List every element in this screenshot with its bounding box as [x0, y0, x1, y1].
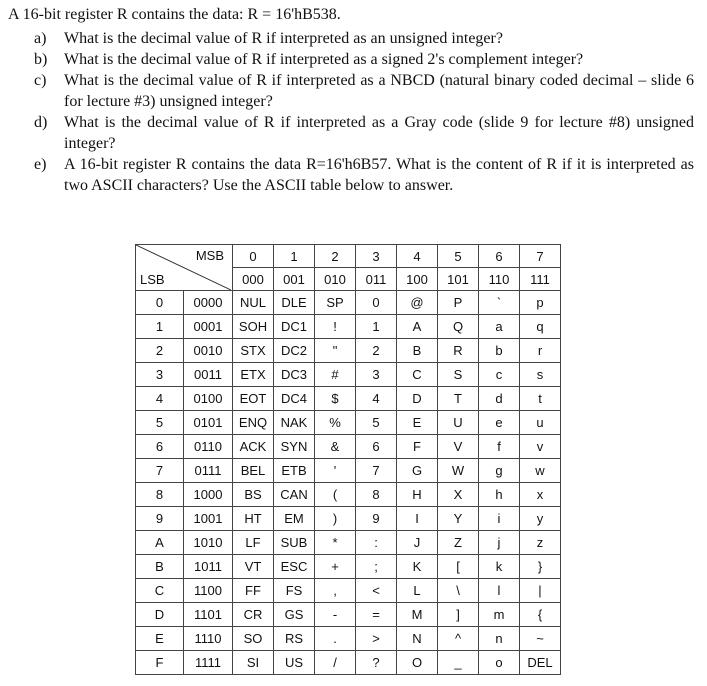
lsb-hex-cell: 8	[136, 483, 184, 507]
ascii-char-cell: <	[356, 579, 397, 603]
ascii-char-cell: n	[479, 627, 520, 651]
ascii-char-cell: k	[479, 555, 520, 579]
question-marker: b)	[34, 51, 48, 68]
ascii-char-cell: HT	[233, 507, 274, 531]
msb-bin-cell: 100	[397, 268, 438, 291]
ascii-char-cell: }	[520, 555, 561, 579]
ascii-char-cell: S	[438, 363, 479, 387]
ascii-char-cell: e	[479, 411, 520, 435]
ascii-char-cell: NUL	[233, 291, 274, 315]
ascii-char-cell: f	[479, 435, 520, 459]
ascii-char-cell: /	[315, 651, 356, 675]
ascii-char-cell: U	[438, 411, 479, 435]
ascii-char-cell: *	[315, 531, 356, 555]
ascii-char-cell: M	[397, 603, 438, 627]
ascii-char-cell: J	[397, 531, 438, 555]
table-row	[136, 315, 561, 339]
ascii-char-cell: SYN	[274, 435, 315, 459]
lsb-bin-cell: 0111	[184, 459, 233, 483]
ascii-char-cell: ENQ	[233, 411, 274, 435]
question-e	[34, 154, 694, 196]
ascii-char-cell: X	[438, 483, 479, 507]
lsb-bin-cell: 0110	[184, 435, 233, 459]
msb-bin-cell: 011	[356, 268, 397, 291]
msb-hex-cell: 0	[233, 245, 274, 268]
lsb-hex-cell: 5	[136, 411, 184, 435]
ascii-char-cell: B	[397, 339, 438, 363]
lsb-hex-cell: C	[136, 579, 184, 603]
ascii-char-cell: b	[479, 339, 520, 363]
ascii-char-cell: 0	[356, 291, 397, 315]
ascii-char-cell: u	[520, 411, 561, 435]
msb-hex-row	[136, 245, 561, 268]
question-marker: e)	[34, 156, 47, 173]
ascii-char-cell: `	[479, 291, 520, 315]
lsb-hex-cell: 9	[136, 507, 184, 531]
ascii-char-cell: -	[315, 603, 356, 627]
table-row	[136, 459, 561, 483]
ascii-char-cell: {	[520, 603, 561, 627]
lsb-bin-cell: 1111	[184, 651, 233, 675]
table-row	[136, 291, 561, 315]
ascii-char-cell: T	[438, 387, 479, 411]
ascii-char-cell: &	[315, 435, 356, 459]
lsb-bin-cell: 1100	[184, 579, 233, 603]
table-row	[136, 411, 561, 435]
lsb-bin-cell: 1011	[184, 555, 233, 579]
ascii-table	[135, 244, 561, 675]
lsb-hex-cell: 3	[136, 363, 184, 387]
msb-bin-cell: 101	[438, 268, 479, 291]
ascii-char-cell: :	[356, 531, 397, 555]
ascii-char-cell: z	[520, 531, 561, 555]
msb-hex-cell: 1	[274, 245, 315, 268]
ascii-char-cell: h	[479, 483, 520, 507]
question-a	[34, 28, 694, 49]
ascii-char-cell: ETX	[233, 363, 274, 387]
ascii-char-cell: 3	[356, 363, 397, 387]
lsb-hex-cell: 0	[136, 291, 184, 315]
ascii-char-cell: c	[479, 363, 520, 387]
msb-bin-cell: 001	[274, 268, 315, 291]
lsb-bin-cell: 1110	[184, 627, 233, 651]
table-row	[136, 507, 561, 531]
ascii-char-cell: ACK	[233, 435, 274, 459]
ascii-char-cell: CR	[233, 603, 274, 627]
ascii-char-cell: DC1	[274, 315, 315, 339]
ascii-char-cell: DLE	[274, 291, 315, 315]
ascii-char-cell: EOT	[233, 387, 274, 411]
ascii-char-cell: !	[315, 315, 356, 339]
ascii-char-cell: %	[315, 411, 356, 435]
msb-hex-cell: 7	[520, 245, 561, 268]
ascii-char-cell: d	[479, 387, 520, 411]
ascii-char-cell: o	[479, 651, 520, 675]
ascii-char-cell: Q	[438, 315, 479, 339]
table-row	[136, 387, 561, 411]
ascii-char-cell: 5	[356, 411, 397, 435]
table-row	[136, 651, 561, 675]
ascii-char-cell: DC4	[274, 387, 315, 411]
ascii-char-cell: LF	[233, 531, 274, 555]
ascii-char-cell: g	[479, 459, 520, 483]
ascii-char-cell: _	[438, 651, 479, 675]
ascii-char-cell: $	[315, 387, 356, 411]
problem-intro: A 16-bit register R contains the data: R = 16'hB538.	[8, 6, 341, 23]
lsb-bin-cell: 0101	[184, 411, 233, 435]
ascii-char-cell: I	[397, 507, 438, 531]
lsb-bin-cell: 0000	[184, 291, 233, 315]
ascii-char-cell: (	[315, 483, 356, 507]
lsb-bin-cell: 0010	[184, 339, 233, 363]
ascii-char-cell: H	[397, 483, 438, 507]
ascii-char-cell: #	[315, 363, 356, 387]
ascii-char-cell: FF	[233, 579, 274, 603]
ascii-char-cell: 6	[356, 435, 397, 459]
ascii-char-cell: Y	[438, 507, 479, 531]
ascii-char-cell: EM	[274, 507, 315, 531]
ascii-char-cell: DC3	[274, 363, 315, 387]
ascii-char-cell: SI	[233, 651, 274, 675]
ascii-char-cell: >	[356, 627, 397, 651]
lsb-hex-cell: 2	[136, 339, 184, 363]
ascii-char-cell: K	[397, 555, 438, 579]
question-marker: d)	[34, 114, 48, 131]
ascii-char-cell: ~	[520, 627, 561, 651]
question-list	[34, 28, 694, 196]
lsb-hex-cell: 7	[136, 459, 184, 483]
ascii-char-cell: a	[479, 315, 520, 339]
msb-hex-cell: 5	[438, 245, 479, 268]
table-row	[136, 603, 561, 627]
ascii-char-cell: Z	[438, 531, 479, 555]
msb-label: MSB	[195, 248, 224, 263]
question-text: What is the decimal value of R if interpreted as an unsigned integer?	[64, 30, 503, 47]
ascii-char-cell: E	[397, 411, 438, 435]
ascii-char-cell: ;	[356, 555, 397, 579]
lsb-hex-cell: E	[136, 627, 184, 651]
corner-header	[136, 245, 233, 291]
ascii-char-cell: '	[315, 459, 356, 483]
ascii-char-cell: CAN	[274, 483, 315, 507]
lsb-bin-cell: 0011	[184, 363, 233, 387]
ascii-char-cell: W	[438, 459, 479, 483]
ascii-char-cell: DEL	[520, 651, 561, 675]
lsb-bin-cell: 1010	[184, 531, 233, 555]
ascii-char-cell: V	[438, 435, 479, 459]
msb-bin-cell: 010	[315, 268, 356, 291]
ascii-char-cell: N	[397, 627, 438, 651]
ascii-char-cell: p	[520, 291, 561, 315]
ascii-char-cell: )	[315, 507, 356, 531]
question-marker: c)	[34, 72, 47, 89]
lsb-hex-cell: 4	[136, 387, 184, 411]
ascii-char-cell: ^	[438, 627, 479, 651]
ascii-char-cell: i	[479, 507, 520, 531]
ascii-char-cell: VT	[233, 555, 274, 579]
ascii-char-cell: m	[479, 603, 520, 627]
ascii-char-cell: SP	[315, 291, 356, 315]
ascii-char-cell: v	[520, 435, 561, 459]
msb-hex-cell: 3	[356, 245, 397, 268]
ascii-char-cell: NAK	[274, 411, 315, 435]
ascii-char-cell: O	[397, 651, 438, 675]
ascii-char-cell: 1	[356, 315, 397, 339]
ascii-char-cell: ]	[438, 603, 479, 627]
lsb-bin-cell: 1001	[184, 507, 233, 531]
ascii-char-cell: D	[397, 387, 438, 411]
lsb-hex-cell: A	[136, 531, 184, 555]
lsb-bin-cell: 0100	[184, 387, 233, 411]
ascii-char-cell: P	[438, 291, 479, 315]
msb-hex-cell: 2	[315, 245, 356, 268]
ascii-char-cell: ESC	[274, 555, 315, 579]
ascii-char-cell: 9	[356, 507, 397, 531]
ascii-char-cell: FS	[274, 579, 315, 603]
question-d	[34, 112, 694, 154]
ascii-char-cell: +	[315, 555, 356, 579]
ascii-char-cell: [	[438, 555, 479, 579]
msb-hex-cell: 4	[397, 245, 438, 268]
ascii-char-cell: ETB	[274, 459, 315, 483]
msb-bin-cell: 111	[520, 268, 561, 291]
msb-hex-cell: 6	[479, 245, 520, 268]
question-text: What is the decimal value of R if interpreted as a NBCD (natural binary coded decimal – slide 6 for lecture #3) unsigned integer?	[64, 72, 694, 110]
ascii-char-cell: q	[520, 315, 561, 339]
ascii-char-cell: t	[520, 387, 561, 411]
ascii-char-cell: =	[356, 603, 397, 627]
ascii-char-cell: GS	[274, 603, 315, 627]
ascii-char-cell: DC2	[274, 339, 315, 363]
ascii-char-cell: ,	[315, 579, 356, 603]
ascii-char-cell: R	[438, 339, 479, 363]
ascii-char-cell: s	[520, 363, 561, 387]
ascii-char-cell: BS	[233, 483, 274, 507]
ascii-char-cell: C	[397, 363, 438, 387]
ascii-char-cell: ?	[356, 651, 397, 675]
ascii-char-cell: .	[315, 627, 356, 651]
lsb-bin-cell: 1000	[184, 483, 233, 507]
ascii-char-cell: \	[438, 579, 479, 603]
ascii-char-cell: A	[397, 315, 438, 339]
ascii-char-cell: US	[274, 651, 315, 675]
ascii-char-cell: @	[397, 291, 438, 315]
lsb-hex-cell: D	[136, 603, 184, 627]
table-row	[136, 483, 561, 507]
table-row	[136, 627, 561, 651]
question-c	[34, 70, 694, 112]
ascii-char-cell: 4	[356, 387, 397, 411]
table-row	[136, 555, 561, 579]
table-row	[136, 531, 561, 555]
ascii-char-cell: BEL	[233, 459, 274, 483]
ascii-char-cell: "	[315, 339, 356, 363]
table-row	[136, 435, 561, 459]
lsb-hex-cell: 6	[136, 435, 184, 459]
ascii-char-cell: |	[520, 579, 561, 603]
ascii-char-cell: RS	[274, 627, 315, 651]
msb-bin-cell: 110	[479, 268, 520, 291]
lsb-hex-cell: B	[136, 555, 184, 579]
ascii-char-cell: r	[520, 339, 561, 363]
question-text: What is the decimal value of R if interpreted as a signed 2's complement integer?	[64, 51, 584, 68]
ascii-char-cell: x	[520, 483, 561, 507]
ascii-char-cell: SUB	[274, 531, 315, 555]
ascii-char-cell: l	[479, 579, 520, 603]
question-marker: a)	[34, 30, 47, 47]
ascii-char-cell: 2	[356, 339, 397, 363]
table-row	[136, 363, 561, 387]
table-row	[136, 579, 561, 603]
lsb-label: LSB	[140, 272, 165, 287]
table-row	[136, 339, 561, 363]
ascii-char-cell: y	[520, 507, 561, 531]
ascii-char-cell: SO	[233, 627, 274, 651]
question-b	[34, 49, 694, 70]
lsb-hex-cell: F	[136, 651, 184, 675]
lsb-bin-cell: 0001	[184, 315, 233, 339]
ascii-char-cell: F	[397, 435, 438, 459]
question-text: A 16-bit register R contains the data R=16'h6B57. What is the content of R if it is interpreted as two ASCII characters? Use the ASCII table below to answer.	[64, 156, 694, 194]
ascii-char-cell: j	[479, 531, 520, 555]
lsb-bin-cell: 1101	[184, 603, 233, 627]
ascii-char-cell: STX	[233, 339, 274, 363]
msb-bin-cell: 000	[233, 268, 274, 291]
question-text: What is the decimal value of R if interpreted as a Gray code (slide 9 for lecture #8) unsigned integer?	[64, 114, 694, 152]
lsb-hex-cell: 1	[136, 315, 184, 339]
ascii-char-cell: L	[397, 579, 438, 603]
ascii-char-cell: 7	[356, 459, 397, 483]
ascii-char-cell: SOH	[233, 315, 274, 339]
ascii-char-cell: G	[397, 459, 438, 483]
ascii-char-cell: w	[520, 459, 561, 483]
ascii-char-cell: 8	[356, 483, 397, 507]
